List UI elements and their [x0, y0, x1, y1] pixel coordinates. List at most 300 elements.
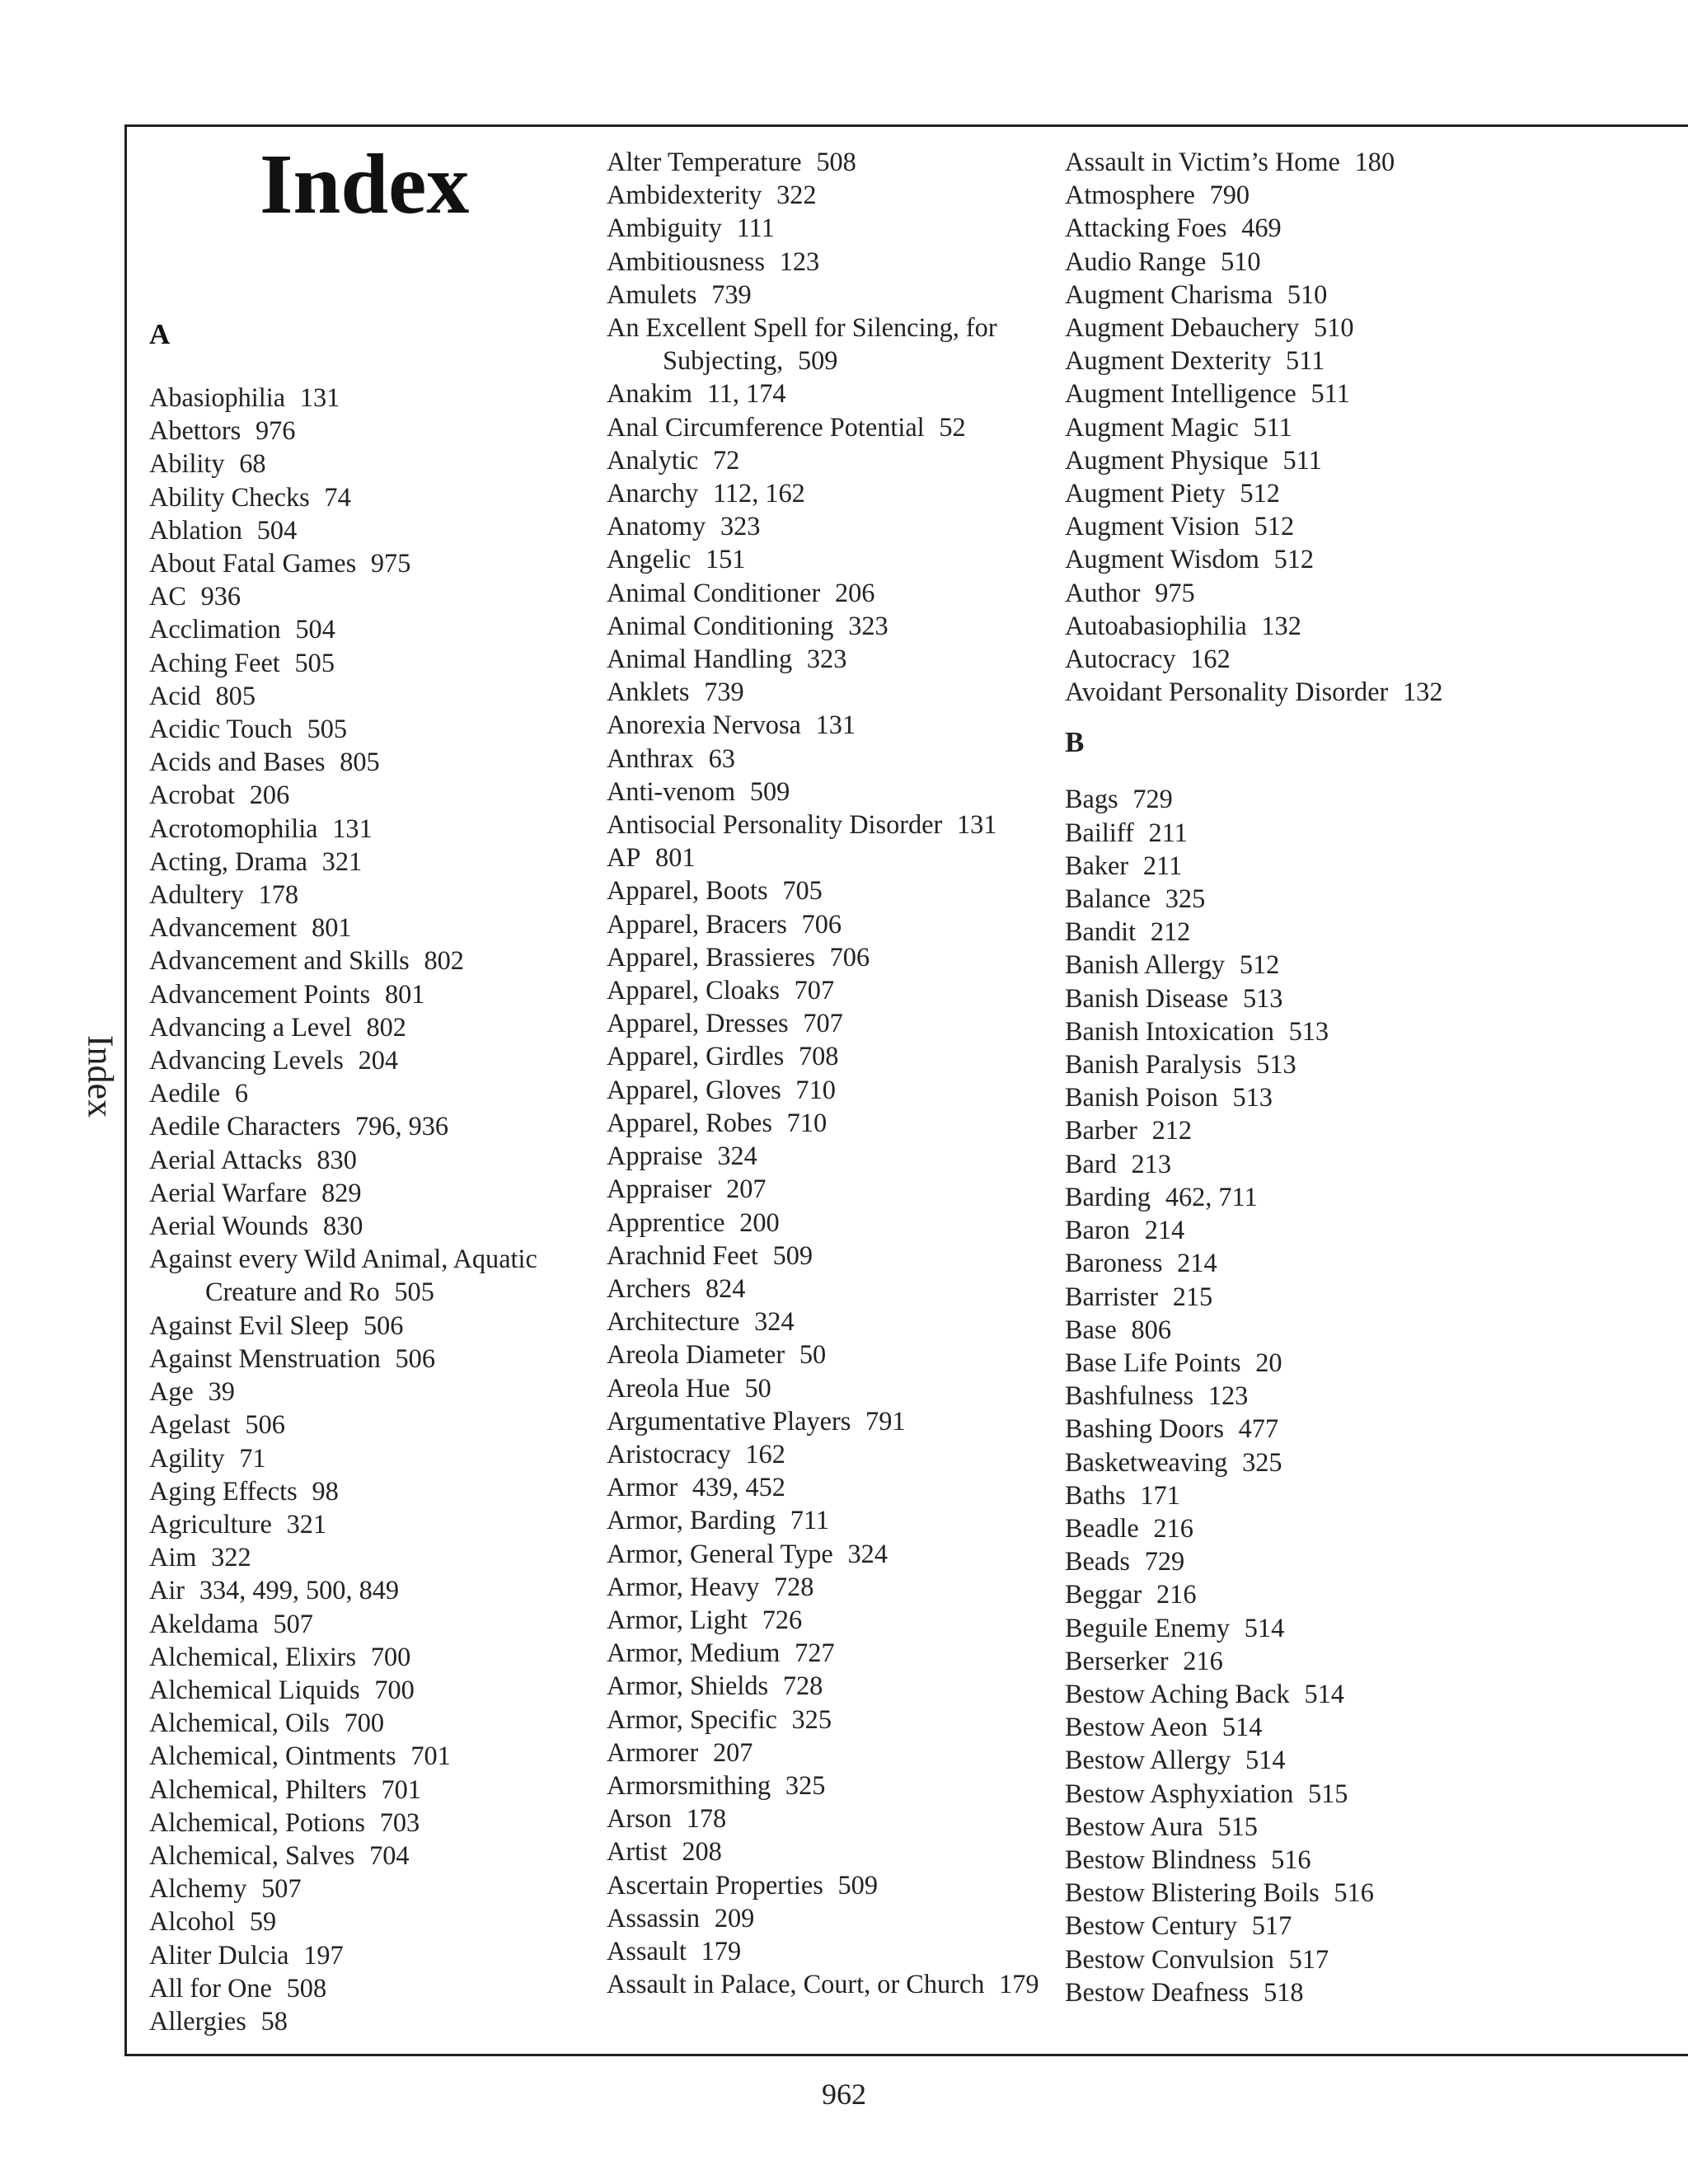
entry-pages: 506: [395, 1343, 435, 1373]
entry-term: Attacking Foes: [1065, 213, 1227, 243]
index-entry: [149, 1905, 594, 1938]
entry-term: Advancing Levels: [149, 1045, 344, 1076]
index-entry: [1065, 145, 1526, 178]
entry-term: Balance: [1065, 883, 1151, 914]
index-entry: [607, 1636, 1052, 1669]
entry-pages: 213: [1131, 1148, 1171, 1179]
entry-term: Artist: [607, 1836, 668, 1867]
entry-term: Ability Checks: [149, 481, 310, 512]
entry-term: Bandit: [1065, 916, 1137, 947]
entry-pages: 211: [1142, 850, 1183, 880]
entry-pages: 706: [801, 908, 842, 939]
entry-pages: 11, 174: [706, 378, 786, 409]
entry-term: Archers: [607, 1272, 692, 1303]
index-entry: [1065, 1346, 1526, 1379]
entry-pages: 726: [762, 1604, 803, 1634]
entry-pages: 701: [410, 1741, 451, 1771]
entry-term: Baroness: [1065, 1248, 1163, 1278]
index-entry: [149, 414, 594, 447]
index-entry: [607, 1868, 1052, 1901]
entry-pages: 728: [774, 1571, 814, 1601]
index-entry: [149, 546, 594, 579]
entry-pages: 216: [1153, 1512, 1193, 1543]
index-entry: [1065, 1611, 1526, 1644]
entry-term: Avoidant Personality Disorder: [1065, 677, 1389, 707]
entry-pages: 204: [358, 1045, 399, 1076]
entry-term: Autoabasiophilia: [1065, 610, 1247, 640]
entry-pages: 708: [799, 1041, 839, 1071]
entry-pages: 68: [239, 448, 266, 479]
entry-pages: 729: [1144, 1546, 1185, 1577]
entry-pages: 805: [340, 747, 380, 777]
entry-pages: 208: [682, 1836, 722, 1867]
entry-term: Acclimation: [149, 614, 281, 644]
index-entry: [149, 579, 594, 612]
entry-term: Alchemical, Philters: [149, 1774, 367, 1804]
index-entry: [149, 1010, 594, 1043]
entry-pages: 700: [374, 1674, 415, 1704]
entry-term: Banish Allergy: [1065, 949, 1226, 980]
entry-term: Argumentative Players: [607, 1405, 851, 1436]
entry-term: Advancing a Level: [149, 1011, 352, 1042]
entry-pages: 512: [1239, 949, 1280, 980]
page-title: Index: [260, 137, 470, 232]
index-entry: [149, 712, 594, 745]
entry-term: Alchemical Liquids: [149, 1674, 360, 1704]
entry-pages: 936: [200, 581, 241, 612]
entry-pages: 323: [848, 610, 889, 640]
entry-term: Apparel, Brassieres: [607, 941, 815, 972]
entry-pages: 469: [1241, 213, 1282, 243]
index-entry: [607, 1006, 1052, 1039]
index-entry: [149, 1773, 594, 1806]
entry-pages: 824: [705, 1272, 746, 1303]
entry-pages: 830: [316, 1144, 357, 1174]
entry-pages: 39: [208, 1376, 235, 1407]
entry-pages: 111: [736, 213, 775, 243]
index-entry: [149, 1109, 594, 1142]
index-entry: [607, 576, 1052, 609]
entry-pages: 323: [720, 511, 761, 541]
entry-term: Armor, Specific: [607, 1704, 777, 1734]
index-entry: [149, 646, 594, 679]
entry-pages: 324: [847, 1538, 888, 1568]
entry-pages: 510: [1221, 246, 1261, 276]
index-entry: [607, 377, 1052, 410]
entry-term: Armor, Light: [607, 1604, 748, 1634]
letter-heading-a: A: [149, 318, 171, 350]
entry-term: Apparel, Cloaks: [607, 975, 780, 1005]
entry-term: Against every Wild Animal, Aquatic Creature and Ro: [149, 1244, 537, 1307]
entry-pages: 504: [295, 614, 335, 644]
index-entry: [149, 1242, 594, 1308]
entry-term: Assault in Victim’s Home: [1065, 147, 1340, 176]
entry-term: Apparel, Dresses: [607, 1008, 789, 1038]
entry-pages: 216: [1156, 1579, 1197, 1610]
entry-term: Beads: [1065, 1546, 1130, 1577]
entry-pages: 178: [686, 1803, 727, 1834]
entry-term: Aristocracy: [607, 1438, 731, 1469]
entry-pages: 505: [307, 714, 348, 744]
entry-pages: 517: [1288, 1943, 1329, 1974]
index-entry: [149, 1739, 594, 1772]
entry-pages: 179: [701, 1935, 742, 1966]
entry-pages: 132: [1403, 677, 1443, 707]
index-entry: [1065, 1876, 1526, 1909]
index-entry: [1065, 1147, 1526, 1180]
entry-pages: 439, 452: [692, 1472, 785, 1502]
entry-pages: 511: [1253, 411, 1292, 442]
index-entry: [607, 1835, 1052, 1868]
entry-pages: 518: [1264, 1976, 1304, 2007]
entry-term: Beguile Enemy: [1065, 1612, 1231, 1643]
entry-pages: 711: [790, 1505, 830, 1535]
entry-term: Armorer: [607, 1736, 699, 1767]
entry-pages: 72: [712, 444, 740, 475]
index-entry: [607, 742, 1052, 775]
entry-term: Barber: [1065, 1115, 1137, 1146]
entry-term: Appraiser: [607, 1174, 712, 1204]
index-entry: [1065, 1777, 1526, 1810]
entry-term: Basketweaving: [1065, 1446, 1228, 1477]
side-section-label: Index: [80, 1034, 121, 1118]
index-entry: [607, 1570, 1052, 1603]
entry-term: Ambiguity: [607, 213, 722, 243]
entry-pages: 207: [726, 1174, 767, 1204]
entry-term: Author: [1065, 577, 1141, 607]
index-entry: [607, 145, 1052, 178]
entry-pages: 706: [829, 941, 870, 972]
index-entry: [149, 1209, 594, 1242]
entry-term: Adultery: [149, 879, 244, 910]
entry-pages: 513: [1256, 1049, 1296, 1080]
index-entry: [607, 907, 1052, 940]
entry-term: Alter Temperature: [607, 147, 802, 176]
entry-term: Appraise: [607, 1141, 703, 1171]
entry-pages: 131: [956, 809, 997, 840]
entry-term: Berserker: [1065, 1645, 1169, 1675]
entry-term: Bashing Doors: [1065, 1413, 1224, 1444]
entry-pages: 505: [394, 1277, 434, 1307]
entry-term: Anatomy: [607, 511, 706, 541]
entry-term: Aedile Characters: [149, 1111, 341, 1141]
entry-term: Anorexia Nervosa: [607, 710, 801, 740]
entry-pages: 214: [1144, 1215, 1185, 1245]
entry-term: Abettors: [149, 415, 241, 446]
index-entry: [607, 841, 1052, 874]
entry-pages: 739: [704, 677, 744, 707]
entry-term: AC: [149, 581, 186, 612]
index-entry: [1065, 1710, 1526, 1743]
entry-term: Aerial Attacks: [149, 1144, 302, 1174]
entry-term: Analytic: [607, 444, 699, 475]
index-entry: [1065, 1511, 1526, 1544]
index-entry: [607, 940, 1052, 973]
index-entry: [607, 808, 1052, 841]
entry-pages: 74: [324, 481, 351, 512]
entry-pages: 112, 162: [712, 478, 805, 509]
index-entry: [1065, 948, 1526, 981]
entry-pages: 206: [249, 780, 290, 810]
entry-pages: 513: [1288, 1015, 1329, 1046]
entry-pages: 506: [363, 1310, 404, 1340]
index-entry: [149, 2004, 594, 2037]
index-column-3: [1065, 145, 1526, 2008]
index-entry: [607, 542, 1052, 575]
entry-term: Baths: [1065, 1479, 1126, 1510]
index-entry: [1065, 1412, 1526, 1445]
entry-term: Apparel, Bracers: [607, 908, 787, 939]
index-entry: [1065, 882, 1526, 915]
index-entry: [1065, 1943, 1526, 1975]
entry-term: An Excellent Spell for Silencing, for Subjecting,: [607, 312, 997, 376]
entry-pages: 728: [782, 1671, 823, 1701]
entry-term: Alchemical, Elixirs: [149, 1641, 357, 1671]
index-column-1: [149, 381, 594, 2037]
entry-pages: 791: [865, 1405, 906, 1436]
entry-term: Areola Diameter: [607, 1339, 785, 1370]
index-entry: [149, 1971, 594, 2004]
index-entry: [149, 1408, 594, 1441]
index-entry: [607, 1967, 1052, 2000]
entry-pages: 180: [1354, 147, 1395, 176]
index-entry: [149, 778, 594, 811]
entry-pages: 197: [303, 1939, 344, 1970]
page-number: 962: [822, 2078, 866, 2111]
entry-pages: 334, 499, 500, 849: [199, 1575, 400, 1605]
entry-term: Aerial Warfare: [149, 1177, 307, 1207]
entry-term: Abasiophilia: [149, 382, 286, 412]
entry-pages: 515: [1217, 1811, 1258, 1841]
entry-pages: 131: [299, 382, 340, 412]
index-entry: [607, 278, 1052, 311]
index-entry: [149, 944, 594, 977]
index-entry: [1065, 915, 1526, 948]
index-entry: [149, 911, 594, 944]
entry-pages: 739: [711, 279, 752, 309]
entry-pages: 50: [744, 1372, 771, 1403]
entry-term: Aerial Wounds: [149, 1211, 309, 1241]
entry-term: Anarchy: [607, 478, 699, 509]
index-entry: [149, 878, 594, 911]
entry-term: Air: [149, 1575, 185, 1605]
entry-term: Agelast: [149, 1409, 231, 1440]
entry-term: Aliter Dulcia: [149, 1939, 289, 1970]
index-entry: [607, 1371, 1052, 1404]
index-entry: [607, 1404, 1052, 1437]
index-entry: [149, 1839, 594, 1872]
entry-term: Beadle: [1065, 1512, 1139, 1543]
entry-term: Bestow Blistering Boils: [1065, 1877, 1320, 1908]
index-entry: [149, 1076, 594, 1109]
index-entry: [1065, 1047, 1526, 1080]
entry-pages: 212: [1151, 1115, 1193, 1146]
index-entry: [1065, 377, 1526, 410]
index-entry: [1065, 1544, 1526, 1577]
entry-pages: 509: [797, 345, 838, 376]
index-entry: [607, 642, 1052, 675]
entry-pages: 216: [1183, 1645, 1223, 1675]
index-entry: [149, 1043, 594, 1076]
index-entry: [607, 509, 1052, 542]
entry-pages: 509: [772, 1240, 814, 1270]
entry-pages: 123: [779, 246, 820, 276]
entry-pages: 514: [1304, 1678, 1344, 1708]
entry-term: Arson: [607, 1803, 672, 1834]
entry-term: Augment Vision: [1065, 511, 1240, 541]
entry-pages: 323: [806, 644, 847, 674]
entry-pages: 131: [332, 813, 373, 843]
index-entry: [149, 1607, 594, 1640]
index-entry: [607, 1769, 1052, 1802]
entry-term: Allergies: [149, 2005, 246, 2036]
index-entry: [1065, 675, 1526, 708]
index-entry: [1065, 509, 1526, 542]
index-entry: [1065, 1577, 1526, 1610]
entry-term: Areola Hue: [607, 1372, 730, 1403]
index-entry: [607, 1437, 1052, 1470]
entry-pages: 131: [815, 710, 856, 740]
entry-term: Augment Debauchery: [1065, 312, 1300, 343]
index-entry: [1065, 1810, 1526, 1843]
entry-pages: 510: [1314, 312, 1354, 343]
entry-term: Acrobat: [149, 780, 236, 810]
entry-term: Animal Handling: [607, 644, 793, 674]
index-entry: [1065, 1246, 1526, 1279]
entry-term: Advancement and Skills: [149, 945, 410, 976]
entry-pages: 324: [754, 1306, 795, 1337]
index-entry: [149, 1938, 594, 1971]
entry-term: Bestow Asphyxiation: [1065, 1778, 1294, 1808]
entry-pages: 171: [1140, 1479, 1180, 1510]
index-entry: [607, 874, 1052, 907]
entry-term: Atmosphere: [1065, 180, 1195, 210]
entry-pages: 510: [1287, 279, 1328, 309]
entry-pages: 511: [1286, 345, 1325, 376]
index-entry: [1065, 443, 1526, 476]
index-entry: [149, 513, 594, 546]
entry-term: Against Evil Sleep: [149, 1310, 349, 1340]
index-entry: [607, 1802, 1052, 1835]
entry-term: Armor, General Type: [607, 1538, 833, 1568]
index-entry: [149, 845, 594, 878]
entry-term: Armor, Barding: [607, 1505, 776, 1535]
index-entry: [1065, 1015, 1526, 1047]
entry-pages: 516: [1271, 1844, 1311, 1874]
entry-term: Assassin: [607, 1902, 701, 1933]
index-entry: [1065, 982, 1526, 1015]
entry-term: AP: [607, 842, 641, 873]
index-entry: [149, 1342, 594, 1375]
index-column-2: [607, 145, 1052, 2000]
entry-term: Alchemical, Ointments: [149, 1741, 396, 1771]
entry-pages: 322: [776, 180, 817, 210]
index-entry: [149, 612, 594, 645]
entry-pages: 801: [384, 978, 425, 1009]
entry-pages: 123: [1207, 1380, 1249, 1411]
index-entry: [607, 1669, 1052, 1702]
entry-pages: 504: [256, 514, 298, 545]
entry-term: About Fatal Games: [149, 548, 357, 579]
index-entry: [607, 410, 1052, 443]
entry-pages: 511: [1311, 378, 1350, 409]
entry-pages: 512: [1254, 511, 1295, 541]
entry-term: Alchemy: [149, 1873, 247, 1904]
index-entry: [1065, 609, 1526, 642]
entry-term: Agility: [149, 1442, 225, 1473]
entry-pages: 71: [239, 1442, 266, 1473]
index-entry: [1065, 1446, 1526, 1479]
index-entry: [1065, 1313, 1526, 1346]
index-entry: [607, 1470, 1052, 1503]
entry-term: Ability: [149, 448, 225, 479]
index-entry: [149, 1872, 594, 1905]
entry-term: Armor: [607, 1472, 678, 1502]
entry-term: Barrister: [1065, 1281, 1158, 1311]
entry-pages: 514: [1244, 1612, 1285, 1643]
index-entry: [1065, 476, 1526, 509]
entry-pages: 162: [1190, 644, 1231, 674]
entry-term: Banish Intoxication: [1065, 1015, 1274, 1046]
index-entry: [607, 1139, 1052, 1172]
index-entry: [1065, 816, 1526, 849]
entry-term: Bestow Aura: [1065, 1811, 1203, 1841]
entry-pages: 701: [381, 1774, 421, 1804]
index-entry: [149, 745, 594, 778]
entry-term: Acids and Bases: [149, 747, 326, 777]
index-entry: [1065, 1080, 1526, 1113]
index-entry: [149, 1474, 594, 1507]
entry-pages: 806: [1131, 1314, 1171, 1344]
index-entry: [1065, 782, 1526, 815]
entry-pages: 513: [1232, 1082, 1273, 1113]
entry-pages: 325: [791, 1704, 832, 1734]
index-entry: [607, 1537, 1052, 1570]
index-entry: [607, 443, 1052, 476]
entry-term: Apparel, Girdles: [607, 1041, 785, 1071]
entry-pages: 512: [1240, 478, 1280, 509]
entry-term: Augment Wisdom: [1065, 544, 1259, 574]
entry-pages: 325: [1242, 1446, 1282, 1477]
entry-term: Banish Paralysis: [1065, 1049, 1242, 1080]
entry-term: Acid: [149, 680, 201, 710]
entry-pages: 59: [249, 1906, 277, 1937]
entry-term: Aching Feet: [149, 647, 280, 677]
index-entry: [149, 447, 594, 480]
entry-pages: 517: [1251, 1910, 1292, 1941]
index-entry: [149, 1706, 594, 1739]
entry-term: Bestow Allergy: [1065, 1745, 1231, 1775]
index-entry: [1065, 849, 1526, 882]
entry-pages: 830: [323, 1211, 363, 1241]
index-entry: [607, 311, 1052, 377]
entry-term: Amulets: [607, 279, 697, 309]
entry-pages: 707: [803, 1008, 843, 1038]
entry-pages: 710: [786, 1107, 828, 1137]
entry-pages: 206: [835, 577, 875, 607]
entry-pages: 506: [245, 1409, 285, 1440]
entry-term: Advancement Points: [149, 978, 371, 1009]
index-entry: [1065, 642, 1526, 675]
entry-pages: 98: [312, 1475, 339, 1506]
entry-term: Agriculture: [149, 1508, 272, 1539]
index-entry: [607, 1338, 1052, 1371]
entry-pages: 507: [261, 1873, 302, 1904]
entry-pages: 796, 936: [355, 1111, 449, 1141]
entry-pages: 322: [211, 1542, 251, 1572]
entry-pages: 700: [344, 1708, 385, 1738]
index-entry: [607, 708, 1052, 741]
